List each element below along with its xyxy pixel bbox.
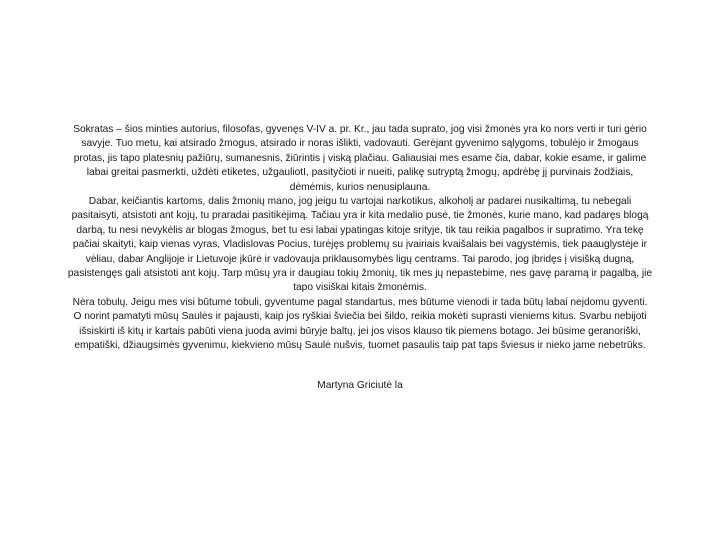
- text-line: pačiai skaityti, kaip vienas vyras, Vladislovas Pocius, turėjęs problemų su įvairiais kvaišalais bei vagystėmis, tiek paauglystėje ir: [72, 239, 648, 251]
- essay-body: [40, 123, 680, 354]
- text-line: O norint pamatyti mūsų Saulės ir pajausti, kaip jos ryškiai šviečia bei šildo, reikia mokėti suprasti vieniems kitus. Svarbu nebijoti: [73, 311, 647, 323]
- author-signature: Martyna Griciutė la: [317, 380, 403, 391]
- text-line: savyje. Tuo metu, kai atsirado žmogus, atsirado ir noras išlikti, vadovauti. Gerėjant gyvenimo sąlygoms, tobulėjo ir žmogaus: [81, 138, 639, 150]
- text-line: Sokratas – šios minties autorius, filosofas, gyvenęs V-IV a. pr. Kr., jau tada suprato, jog visi žmonės yra ko nors verti ir turi gėrio: [73, 124, 647, 135]
- text-line: protas, jis tapo platesnių pažiūrų, sumanesnis, žiūrintis į viską plačiau. Galiausiai mes esame čia, dabar, kokie esame, ir galime: [73, 152, 647, 164]
- text-line: empatiški, džiaugsimės gyvenimu, kiekvieno mūsų Saulė nušvis, tuomet pasaulis taip pat taps šviesus ir nieko jame nebetrūks.: [74, 340, 646, 352]
- text-line: išsiskirti iš kitų ir kartais pabūti viena juoda avimi būryje baltų, jei jos visos klauso tik piemens botago. Jei būsime geranoriški,: [79, 325, 641, 337]
- text-line: labai greitai pasmerkti, uždėti etiketes, užgauliotI, pasityčioti ir nueiti, palikę sutryptą žmogų, apdrėbę jį purvinais žodžiais,: [86, 167, 634, 179]
- text-line: pasistengęs gali atsistoti ant kojų. Tarp mūsų yra ir daugiau tokių žmonių, tik mes jų nepastebime, nes gavę paramą ir pagalbą, jie: [67, 268, 653, 280]
- text-line: darbą, tu nesi nevykėlis ar blogas žmogus, bet tu esi labai ypatingas kitoje srityje, tik tau reikia pagalbos ir supratimo. Yra tekę: [76, 224, 644, 236]
- text-line: tapo visiškai kitais žmonėmis.: [293, 282, 427, 294]
- text-line: pasitaisyti, atsistoti ant kojų, tu praradai pasitikėjimą. Tačiau yra ir kita medalio pusė, tie žmonės, kurie mano, kad padaręs blogą: [71, 210, 649, 222]
- paragraph-1: [40, 123, 680, 195]
- text-line: vėliau, dabar Anglijoje ir Lietuvoje įkūrė ir vadovauja priklausomybės ligų centrams. Tai parodo, jog įbridęs į visišką dugną,: [85, 253, 635, 265]
- paragraph-3: [40, 296, 680, 354]
- text-line: Nėra tobulų. Jeigu mes visi būtume tobuli, gyventume pagal standartus, mes būtume vienodi ir tada būtų labai neįdomu gyventi.: [72, 296, 648, 308]
- text-line: dėmėmis, kurios nenusiplauna.: [289, 181, 431, 193]
- text-line: Dabar, keičiantis kartoms, dalis žmonių mano, jog jeigu tu vartojai narkotikus, alkoholį ar padarei nusikaltimą, tu nebegali: [88, 196, 632, 208]
- paragraph-2: [40, 195, 680, 296]
